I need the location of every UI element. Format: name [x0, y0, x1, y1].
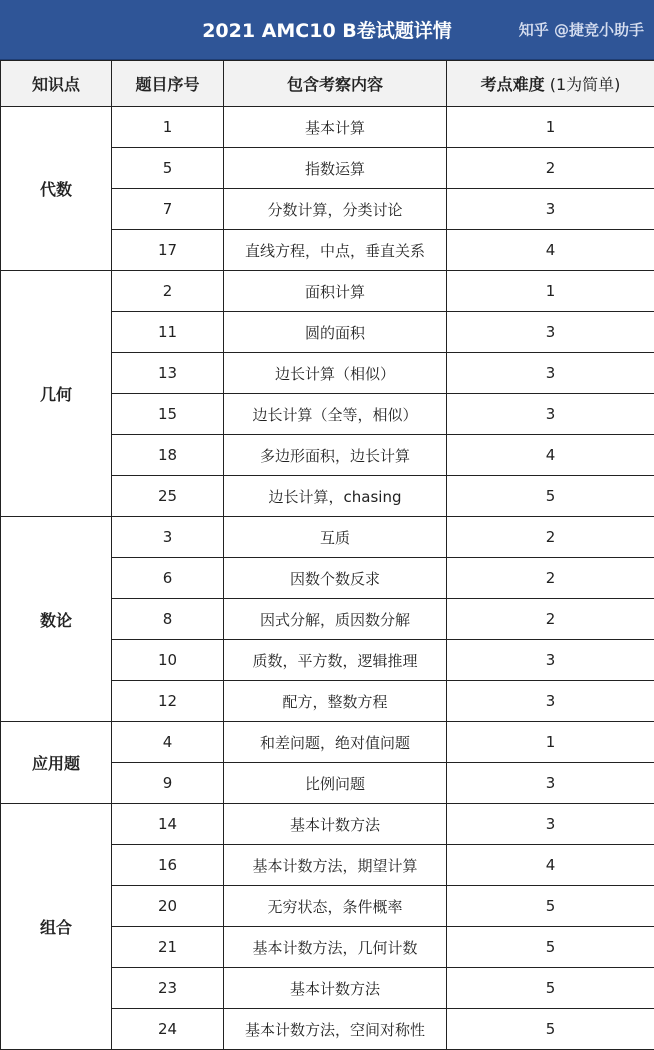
difficulty-cell: 2 [447, 517, 654, 558]
content-cell: 指数运算 [224, 148, 447, 189]
number-cell: 7 [112, 189, 224, 230]
content-cell: 基本计数方法，空间对称性 [224, 1009, 447, 1050]
number-cell: 12 [112, 681, 224, 722]
difficulty-cell: 5 [447, 886, 654, 927]
difficulty-cell: 4 [447, 230, 654, 271]
number-cell: 24 [112, 1009, 224, 1050]
content-cell: 质数，平方数，逻辑推理 [224, 640, 447, 681]
content-cell: 基本计数方法 [224, 968, 447, 1009]
number-cell: 18 [112, 435, 224, 476]
difficulty-cell: 5 [447, 1009, 654, 1050]
difficulty-cell: 5 [447, 927, 654, 968]
content-cell: 配方，整数方程 [224, 681, 447, 722]
difficulty-cell: 1 [447, 107, 654, 148]
table-row [1, 804, 654, 845]
difficulty-cell: 2 [447, 558, 654, 599]
difficulty-cell: 3 [447, 353, 654, 394]
header-content: 包含考察内容 [224, 61, 447, 107]
table-row [1, 271, 654, 312]
content-cell: 因式分解，质因数分解 [224, 599, 447, 640]
content-cell: 边长计算（全等，相似） [224, 394, 447, 435]
number-cell: 17 [112, 230, 224, 271]
number-cell: 20 [112, 886, 224, 927]
number-cell: 14 [112, 804, 224, 845]
table-row [1, 722, 654, 763]
header-difficulty [447, 61, 654, 107]
number-cell: 3 [112, 517, 224, 558]
content-cell: 多边形面积，边长计算 [224, 435, 447, 476]
number-cell: 25 [112, 476, 224, 517]
number-cell: 9 [112, 763, 224, 804]
content-cell: 圆的面积 [224, 312, 447, 353]
header-difficulty-label: 考点难度 [480, 75, 545, 94]
content-cell: 面积计算 [224, 271, 447, 312]
content-cell: 基本计数方法，期望计算 [224, 845, 447, 886]
difficulty-cell: 3 [447, 681, 654, 722]
number-cell: 8 [112, 599, 224, 640]
content-cell: 边长计算，chasing [224, 476, 447, 517]
table-title: 2021 AMC10 B卷试题详情 [202, 20, 452, 42]
topic-cell: 代数 [1, 107, 112, 271]
difficulty-cell: 3 [447, 763, 654, 804]
difficulty-cell: 2 [447, 148, 654, 189]
header-row [1, 61, 654, 107]
number-cell: 2 [112, 271, 224, 312]
difficulty-cell: 3 [447, 640, 654, 681]
number-cell: 4 [112, 722, 224, 763]
table-body [1, 107, 654, 1050]
content-cell: 分数计算，分类讨论 [224, 189, 447, 230]
questions-table [0, 60, 654, 1050]
header-difficulty-note: (1为简单) [544, 75, 621, 94]
difficulty-cell: 1 [447, 271, 654, 312]
difficulty-cell: 1 [447, 722, 654, 763]
content-cell: 基本计算 [224, 107, 447, 148]
topic-cell: 数论 [1, 517, 112, 722]
content-cell: 边长计算（相似） [224, 353, 447, 394]
content-cell: 比例问题 [224, 763, 447, 804]
number-cell: 21 [112, 927, 224, 968]
difficulty-cell: 4 [447, 845, 654, 886]
number-cell: 6 [112, 558, 224, 599]
content-cell: 因数个数反求 [224, 558, 447, 599]
difficulty-cell: 3 [447, 189, 654, 230]
header-number: 题目序号 [112, 61, 224, 107]
header-topic: 知识点 [1, 61, 112, 107]
table-row [1, 107, 654, 148]
watermark: 知乎 @捷竞小助手 [518, 21, 644, 39]
table-title-bar [0, 0, 654, 60]
difficulty-cell: 3 [447, 394, 654, 435]
difficulty-cell: 5 [447, 476, 654, 517]
difficulty-cell: 3 [447, 804, 654, 845]
number-cell: 10 [112, 640, 224, 681]
number-cell: 1 [112, 107, 224, 148]
content-cell: 互质 [224, 517, 447, 558]
number-cell: 11 [112, 312, 224, 353]
topic-cell: 几何 [1, 271, 112, 517]
difficulty-cell: 4 [447, 435, 654, 476]
difficulty-cell: 5 [447, 968, 654, 1009]
table-row [1, 517, 654, 558]
number-cell: 23 [112, 968, 224, 1009]
topic-cell: 应用题 [1, 722, 112, 804]
content-cell: 和差问题，绝对值问题 [224, 722, 447, 763]
topic-cell: 组合 [1, 804, 112, 1050]
content-cell: 基本计数方法，几何计数 [224, 927, 447, 968]
number-cell: 16 [112, 845, 224, 886]
number-cell: 15 [112, 394, 224, 435]
number-cell: 5 [112, 148, 224, 189]
number-cell: 13 [112, 353, 224, 394]
content-cell: 直线方程，中点，垂直关系 [224, 230, 447, 271]
content-cell: 无穷状态，条件概率 [224, 886, 447, 927]
difficulty-cell: 2 [447, 599, 654, 640]
difficulty-cell: 3 [447, 312, 654, 353]
content-cell: 基本计数方法 [224, 804, 447, 845]
